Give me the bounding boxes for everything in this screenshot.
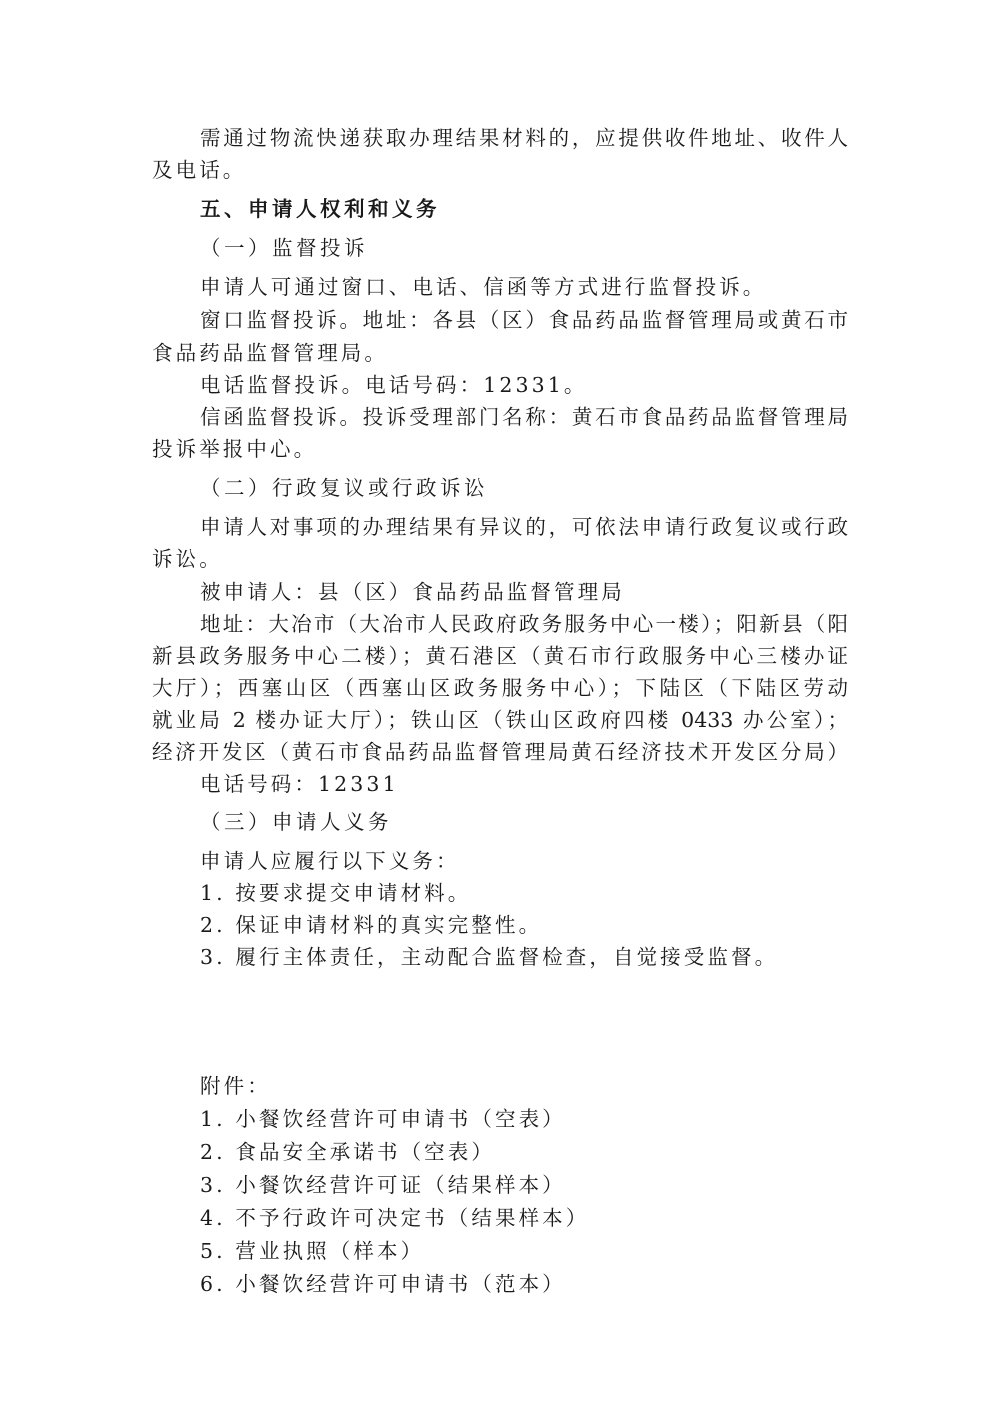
paragraph: 申请人应履行以下义务：: [200, 849, 460, 873]
list-item: 3. 履行主体责任，主动配合监督检查，自觉接受监督。: [200, 945, 779, 969]
attachment-item: 2. 食品安全承诺书（空表）: [200, 1140, 495, 1164]
attachments-label: 附件：: [200, 1074, 271, 1098]
address-line: 新县政务服务中心二楼）；黄石港区（黄石市行政服务中心三楼办证: [152, 644, 848, 668]
subsection-2-title: （二）行政复议或行政诉讼: [200, 476, 488, 500]
paragraph-line: 申请人对事项的办理结果有异议的，可依法申请行政复议或行政: [200, 515, 848, 539]
address-line: 大厅）；西塞山区（西塞山区政务服务中心）；下陆区（下陆区劳动: [152, 676, 848, 700]
paragraph-line: 窗口监督投诉。地址：各县（区）食品药品监督管理局或黄石市: [200, 308, 848, 332]
subsection-3-title: （三）申请人义务: [200, 810, 392, 834]
attachment-item: 4. 不予行政许可决定书（结果样本）: [200, 1206, 590, 1230]
address-line: 就业局 2 楼办证大厅）；铁山区（铁山区政府四楼 0433 办公室）；: [152, 708, 848, 732]
subsection-1-title: （一）监督投诉: [200, 236, 368, 260]
paragraph-line: 食品药品监督管理局。: [152, 341, 388, 365]
phone-line: 电话号码：12331: [200, 772, 399, 796]
attachment-item: 3. 小餐饮经营许可证（结果样本）: [200, 1173, 566, 1197]
paragraph: 电话监督投诉。电话号码：12331。: [200, 373, 588, 397]
list-item: 2. 保证申请材料的真实完整性。: [200, 913, 543, 937]
intro-line-1: 需通过物流快递获取办理结果材料的，应提供收件地址、收件人: [200, 126, 848, 150]
paragraph-line: 信函监督投诉。投诉受理部门名称：黄石市食品药品监督管理局: [200, 405, 848, 429]
respondent-line: 被申请人：县（区）食品药品监督管理局: [200, 580, 625, 604]
intro-line-2: 及电话。: [152, 158, 247, 182]
section-title: 五、申请人权利和义务: [200, 197, 440, 221]
paragraph: 申请人可通过窗口、电话、信函等方式进行监督投诉。: [200, 275, 767, 299]
address-line: 地址：大冶市（大冶市人民政府政务服务中心一楼）；阳新县（阳: [200, 612, 848, 636]
paragraph-line: 诉讼。: [152, 547, 223, 571]
list-item: 1. 按要求提交申请材料。: [200, 881, 472, 905]
attachment-item: 5. 营业执照（样本）: [200, 1239, 425, 1263]
address-line: 经济开发区（黄石市食品药品监督管理局黄石经济技术开发区分局）: [152, 740, 848, 764]
paragraph-line: 投诉举报中心。: [152, 437, 318, 461]
attachment-item: 1. 小餐饮经营许可申请书（空表）: [200, 1107, 566, 1131]
attachment-item: 6. 小餐饮经营许可申请书（范本）: [200, 1272, 566, 1296]
